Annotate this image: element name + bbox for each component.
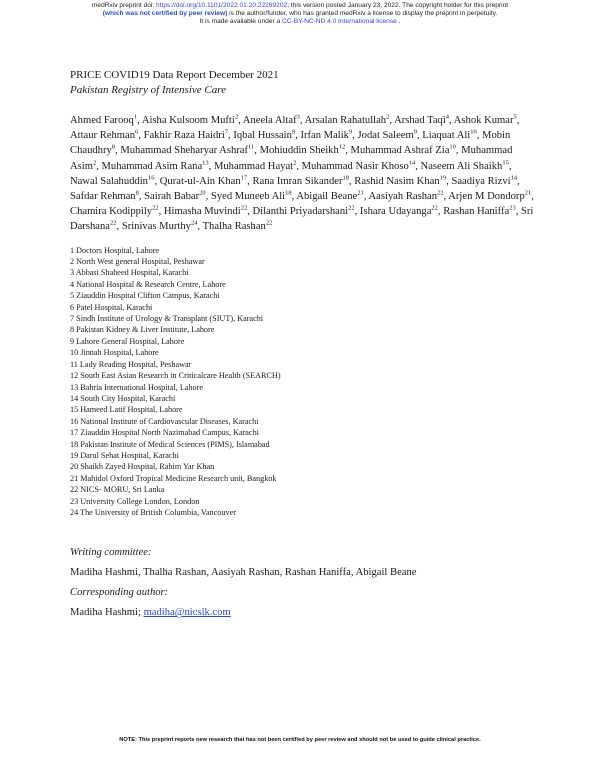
affiliation-item: 7 Sindh Institute of Urology & Transplant (SIUT), Karachi (70, 314, 264, 324)
affiliation-item: 20 Shaikh Zayed Hospital, Rahim Yar Khan (70, 462, 215, 472)
author-affiliation-number: 5 (513, 113, 517, 121)
affiliation-item: 1 Doctors Hospital, Lahore (70, 245, 160, 255)
author-affiliation-number: 10 (470, 128, 477, 136)
preprint-banner (0, 2, 600, 27)
author-name: Aneela Altaf (242, 115, 297, 126)
author-name: Nawal Salahuddin (70, 175, 148, 187)
author-affiliation-number: 22 (431, 204, 438, 212)
author-affiliation-number: 9 (348, 128, 353, 136)
affiliation-item: 12 South East Asian Research in Criticalcare Health (SEARCH) (70, 371, 281, 381)
corresponding-author-name: Madiha Hashmi; (70, 607, 144, 619)
author-name: Dilanthi Priyadarshani (252, 206, 349, 218)
author-affiliation-number: 1 (133, 113, 138, 121)
affiliation-item: 16 National Institute of Cardiovascular Diseases, Karachi (70, 416, 259, 426)
author (70, 130, 138, 141)
author-name: Syed Muneeb Ali (210, 191, 286, 203)
author-affiliation-number: 21 (524, 189, 532, 197)
affiliation-item: 18 Pakistan Institute of Medical Sciences (PIMS), Islamabad (70, 439, 270, 449)
author (211, 191, 292, 202)
author (305, 115, 390, 126)
author (70, 176, 154, 187)
author (443, 206, 516, 217)
author-affiliation-number: 9 (413, 128, 417, 136)
affiliation-item: 3 Abbasi Shaheed Hospital, Karachi (70, 268, 189, 278)
author-affiliation-number: 2 (293, 159, 297, 167)
author-affiliation-number: 15 (502, 159, 509, 167)
author-affiliation-number: 18 (285, 189, 292, 197)
author-name: Muhammad Sheharyar Ashraf (120, 145, 249, 157)
peer-review-notice: (which was not certified by peer review) (102, 10, 228, 18)
author (394, 115, 449, 126)
author-affiliation-number: 6 (135, 128, 139, 136)
author-affiliation-number: 11 (248, 143, 255, 151)
author-affiliation-number: 10 (449, 143, 456, 151)
banner-license-text: is the author/funder, who has granted medRxiv a license to display the preprint in perpetuity. (227, 10, 498, 18)
author-name: Srinivas Murthy (121, 221, 191, 233)
affiliation-item: 6 Patel Hospital, Karachi (70, 302, 153, 312)
author (360, 206, 438, 217)
author-affiliation-number: 22 (265, 219, 273, 227)
banner-line-3 (0, 18, 600, 26)
author-affiliation-number: 2 (92, 159, 97, 167)
author (70, 191, 139, 202)
author-affiliation-number: 17 (240, 174, 248, 182)
author-affiliation-number: 3 (296, 113, 300, 121)
affiliation-item: 19 Darul Sehat Hospital, Karachi (70, 450, 179, 460)
author (233, 130, 295, 141)
author (351, 145, 456, 156)
author-affiliation-number: 22 (110, 219, 117, 227)
author-list: Ahmed Farooq$^1$, Aisha Kulsoom Mufti$^2$, Aneela Altaf$^3$, Arsalan Rahatullah$^2$, Arshad Taqi$^4$, Ashok Kumar$^5$, Attaur Rehman$^6$, Fakhir Raza Haidri$^7$, Iqbal Hussain$^8$, Irfan Malik$^9$, Jodat Saleem$^9$, Liaquat Ali$^{10}$, Mobin Chaudhry$^8$, Muhammad Sheharyar Ashraf$^{11}$, Mohiuddin Sheikh$^{12}$, Muhammad Ashraf Zia$^{10}$, Muhammad Asim$^2$, Muhammad Asim Rana$^{13}$, Muhammad Hayat$^2$, Muhammad Nasir Khoso$^{14}$, Naseem Ali Shaikh$^{15}$, Nawal Salahuddin$^{16}$, Qurat-ul-Ain Khan$^{17}$, Rana Imran Sikander$^{18}$, Rashid Nasim Khan$^{19}$, Saadiya Rizvi$^{14}$, Safdar Rehman$^8$, Sairah Babar$^{20}$, Syed Muneeb Ali$^{18}$, Abigail Beane$^{21}$, Aasiyah Rashan$^{22}$, Arjen M Dondorp$^{21}$, Chamira Kodippily$^{22}$, Himasha Muvindi$^{22}$, Dilanthi Priyadarshani$^{22}$, Ishara Udayanga$^{22}$, Rashan Haniffa$^{23}$, Sri Darshana$^{22}$, Srinivas Murthy$^{24}$, Thalha Rashan$^{22}$ (70, 113, 534, 233)
author-affiliation-number: 12 (338, 143, 346, 151)
affiliation-item: 8 Pakistan Kidney & Liver Institute, Lahore (70, 325, 215, 335)
author-affiliation-number: 8 (291, 128, 296, 136)
affiliation-list (70, 245, 540, 519)
author-name: Thalha Rashan (202, 221, 266, 233)
author-name: Rana Imran Sikander (252, 175, 343, 187)
author (102, 161, 209, 172)
author (120, 145, 254, 156)
author-affiliation-number: 23 (509, 204, 516, 212)
paper-title: PRICE COVID19 Data Report December 2021 (70, 69, 279, 81)
banner-version-text: ; this version posted January 23, 2022. The copyright holder for this preprint (287, 2, 509, 9)
author-name: Sairah Babar (144, 191, 200, 203)
author-affiliation-number: 19 (439, 174, 447, 182)
author-affiliation-number: 22 (152, 204, 159, 212)
author (454, 115, 517, 126)
author (300, 130, 352, 141)
author-name: Mobin Chaudhry (70, 130, 511, 157)
author (421, 161, 509, 172)
author-name: Naseem Ali Shaikh (420, 160, 503, 172)
author (422, 130, 476, 141)
writing-committee-members: Madiha Hashmi, Thalha Rashan, Aasiyah Rashan, Rashan Haniffa, Abigail Beane (70, 567, 417, 579)
author-name: Iqbal Hussain (233, 130, 292, 142)
author-affiliation-number: 20 (199, 189, 206, 197)
author-name: Aasiyah Rashan (368, 191, 438, 203)
author (144, 191, 206, 202)
author-name: Chamira Kodippily (70, 206, 153, 218)
author-name: Ahmed Farooq (70, 115, 134, 126)
affiliation-item: 14 South City Hospital, Karachi (70, 393, 176, 403)
corresponding-author-heading: Corresponding author: (70, 587, 169, 599)
affiliation-item: 23 University College London, London (70, 496, 200, 506)
author (243, 115, 300, 126)
author (70, 206, 159, 217)
license-link[interactable]: CC-BY-NC-ND 4.0 International license (281, 18, 397, 26)
author (214, 161, 296, 172)
affiliation-item: 10 Jinnah Hospital, Lahore (70, 348, 159, 358)
banner-end-text: . (396, 18, 401, 26)
author-name: Muhammad Asim (70, 145, 513, 172)
affiliation-item: 15 Hameed Latif Hospital, Lahore (70, 405, 183, 415)
author-affiliation-number: 8 (135, 189, 139, 197)
affiliation-item: 5 Ziauddin Hospital Clifton Campus, Karachi (70, 291, 220, 301)
author-name: Jodat Saleem (357, 130, 414, 142)
author-name: Arsalan Rahatullah (304, 115, 387, 126)
author-name: Arjen M Dondorp (448, 191, 525, 203)
author-affiliation-number: 4 (445, 113, 450, 121)
author (253, 206, 355, 217)
author-affiliation-number: 22 (240, 204, 248, 212)
corresponding-author (70, 606, 540, 620)
preprint-footer-note: NOTE: This preprint reports new research that has not been certified by peer review and should not be used to guide clinical practice. (119, 737, 481, 743)
author-name: Qurat-ul-Ain Khan (159, 175, 241, 187)
affiliation-item: 9 Lahore General Hospital, Lahore (70, 336, 185, 346)
author-affiliation-number: 13 (202, 159, 209, 167)
author-name: Ishara Udayanga (359, 206, 432, 218)
banner-line-1 (0, 2, 600, 10)
author-name: Mohiuddin Sheikh (259, 145, 339, 157)
author-name: Liaquat Ali (422, 130, 471, 142)
author-name: Abigail Beane (296, 191, 358, 203)
corresponding-author-email[interactable]: madiha@nicslk.com (143, 607, 231, 619)
author (252, 176, 349, 187)
author (451, 176, 517, 187)
author (203, 221, 273, 232)
author-name: Muhammad Nasir Khoso (301, 160, 409, 172)
author-name: Sri Darshana (70, 206, 534, 233)
banner-line-2 (0, 10, 600, 18)
author-name: Rashid Nasim Khan (354, 175, 440, 187)
author (302, 161, 416, 172)
author (160, 176, 247, 187)
author (260, 145, 346, 156)
author (144, 130, 228, 141)
author-affiliation-number: 14 (408, 159, 416, 167)
author-name: Safdar Rehman (70, 191, 136, 203)
author-affiliation-number: 21 (357, 189, 364, 197)
author-affiliation-number: 16 (147, 174, 155, 182)
author-affiliation-number: 22 (437, 189, 444, 197)
author (142, 115, 238, 126)
author-name: Muhammad Hayat (213, 160, 294, 172)
author-name: Himasha Muvindi (163, 206, 241, 218)
banner-doi-prefix: medRxiv preprint doi: (91, 2, 157, 9)
author-affiliation-number: 2 (386, 113, 390, 121)
author-affiliation-number: 18 (342, 174, 349, 182)
author (368, 191, 443, 202)
doi-link[interactable]: https://doi.org/10.1101/2022.01.20.22269202 (156, 2, 288, 9)
affiliation-item: 11 Lady Reading Hospital, Peshawar (70, 359, 192, 369)
author-name: Muhammad Ashraf Zia (350, 145, 450, 157)
author-name: Ashok Kumar (453, 115, 514, 126)
banner-availability-text: It is made available under a (199, 18, 282, 26)
author-affiliation-number: 2 (234, 113, 239, 121)
author-name: Arshad Taqi (394, 115, 446, 126)
affiliation-item: 24 The University of British Columbia, Vancouver (70, 507, 236, 517)
author-name: Saadiya Rizvi (451, 175, 511, 187)
author (296, 191, 363, 202)
author-affiliation-number: 22 (348, 204, 355, 212)
author (448, 191, 531, 202)
paper-subtitle: Pakistan Registry of Intensive Care (70, 84, 227, 96)
author (164, 206, 247, 217)
author (358, 130, 417, 141)
author-affiliation-number: 7 (224, 128, 229, 136)
author (122, 221, 198, 232)
author-name: Aisha Kulsoom Mufti (141, 115, 235, 126)
author-name: Muhammad Asim Rana (101, 160, 203, 172)
author-name: Attaur Rehman (70, 130, 136, 142)
author-affiliation-number: 8 (111, 143, 116, 151)
affiliation-item: 2 North West general Hospital, Peshawar (70, 257, 205, 267)
author-name: Irfan Malik (300, 130, 349, 142)
paper-body (70, 68, 540, 620)
author (354, 176, 446, 187)
author-name: Rashan Haniffa (443, 206, 510, 218)
affiliation-item: 21 Mahidol Oxford Tropical Medicine Research unit, Bangkok (70, 473, 277, 483)
author-affiliation-number: 24 (190, 219, 198, 227)
author (70, 115, 137, 126)
affiliation-item: 4 National Hospital & Research Centre, Lahore (70, 279, 226, 289)
author-affiliation-number: 14 (510, 174, 518, 182)
affiliation-item: 17 Ziauddin Hospital North Nazimabad Campus, Karachi (70, 428, 259, 438)
affiliation-item: 13 Bahria International Hospital, Lahore (70, 382, 204, 392)
affiliation-item: 22 NICS- MORU, Sri Lanka (70, 485, 165, 495)
author-name: Fakhir Raza Haidri (143, 130, 225, 142)
writing-committee-heading: Writing committee: (70, 547, 152, 559)
